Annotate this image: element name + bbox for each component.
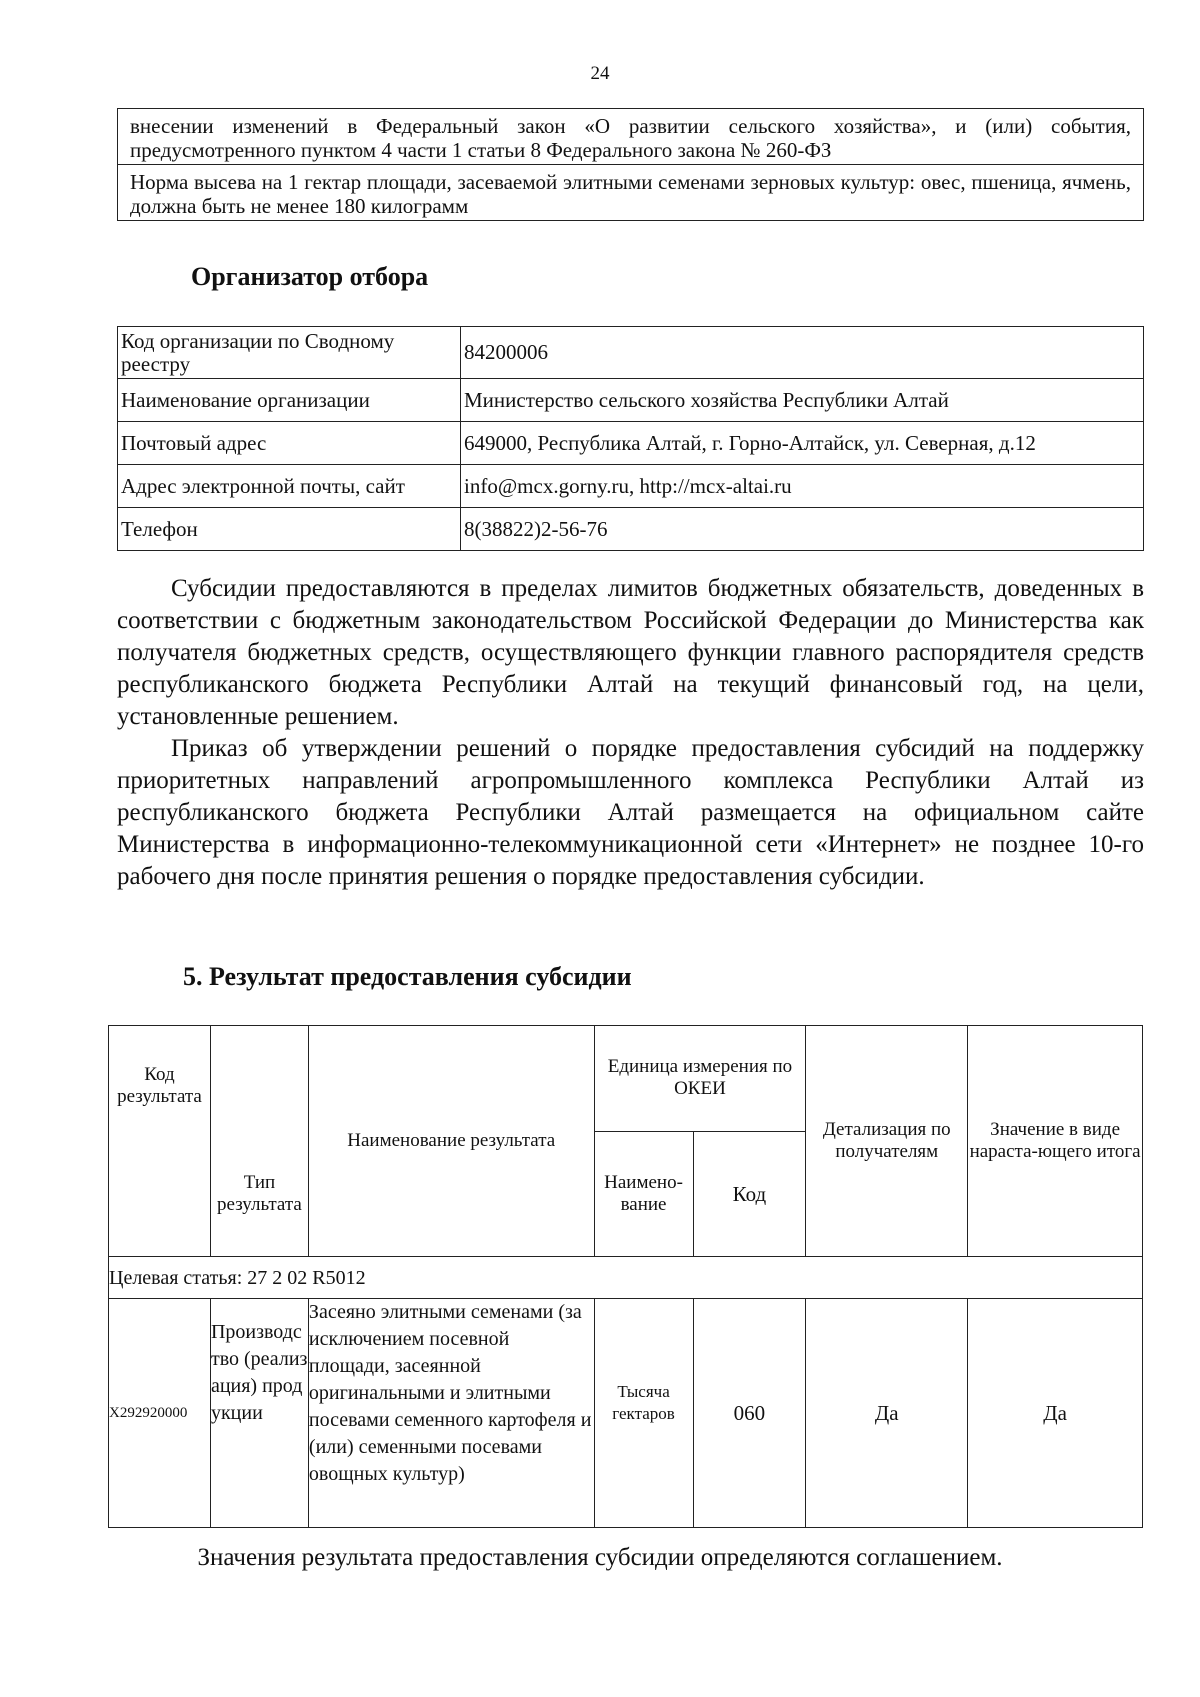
organizer-value: 8(38822)2-56-76: [461, 508, 1144, 551]
condition-row: внесении изменений в Федеральный закон «О развитии сельского хозяйства», и (или) события, предусмотренного пунктом 4 части 1 статьи 8 Федерального закона № 260-ФЗ: [118, 109, 1144, 165]
organizer-key: Почтовый адрес: [118, 422, 461, 465]
organizer-heading: Организатор отбора: [191, 262, 429, 291]
header-unit-code: Код: [693, 1132, 806, 1257]
header-type: Тип результата: [210, 1026, 308, 1257]
organizer-key: Наименование организации: [118, 379, 461, 422]
paragraph-limits: [117, 573, 1144, 733]
result-type: Производство (реализация) продукции: [210, 1299, 308, 1528]
paragraph-text: Приказ об утверждении решений о порядке предоставления субсидий на поддержку приоритетных направлений агропромышленного комплекса Республики Алтай из республиканского бюджета Республики Алтай размещается на официальном сайте Министерства в информационно-телекоммуникационной сети «Интернет» не позднее 10-го рабочего дня после принятия решения о порядке предоставления субсидии.: [117, 735, 1144, 890]
organizer-value: 649000, Республика Алтай, г. Горно-Алтайск, ул. Северная, д.12: [461, 422, 1144, 465]
result-footer: Значения результата предоставления субсидии определяются соглашением.: [197, 1544, 1003, 1571]
header-code: Код результата: [109, 1026, 211, 1257]
condition-row: Норма высева на 1 гектар площади, засеваемой элитными семенами зерновых культур: овес, пшеница, ячмень, должна быть не менее 180 килограмм: [118, 165, 1144, 221]
organizer-value: info@mcx.gorny.ru, http://mcx-altai.ru: [461, 465, 1144, 508]
result-cumulative: Да: [968, 1299, 1143, 1528]
result-unit-code: 060: [693, 1299, 806, 1528]
result-code: X292920000: [109, 1299, 211, 1528]
header-cumulative: Значение в виде нараста-ющего итога: [968, 1026, 1143, 1257]
result-heading: 5. Результат предоставления субсидии: [183, 962, 632, 991]
result-detail: Да: [806, 1299, 968, 1528]
organizer-table: [117, 326, 1144, 551]
organizer-key: Адрес электронной почты, сайт: [118, 465, 461, 508]
header-unit-name: Наимено-вание: [594, 1132, 693, 1257]
result-unit-name: Тысяча гектаров: [594, 1299, 693, 1528]
conditions-table: [117, 108, 1144, 221]
page-number: 24: [590, 63, 610, 84]
organizer-key: Код организации по Сводному реестру: [118, 327, 461, 379]
header-unit-group: Единица измерения по ОКЕИ: [594, 1026, 806, 1132]
paragraph-text: Субсидии предоставляются в пределах лимитов бюджетных обязательств, доведенных в соответствии с бюджетным законодательством Российской Федерации до Министерства как получателя бюджетных средств, осуществляющего функции главного распорядителя средств республиканского бюджета Республики Алтай на текущий финансовый год, на цели, установленные решением.: [117, 575, 1144, 730]
paragraph-order: [117, 733, 1144, 893]
header-detail: Детализация по получателям: [806, 1026, 968, 1257]
target-article: Целевая статья: 27 2 02 R5012: [109, 1257, 1143, 1299]
result-table: [108, 1025, 1143, 1528]
organizer-key: Телефон: [118, 508, 461, 551]
header-name: Наименование результата: [308, 1026, 594, 1257]
organizer-value: 84200006: [461, 327, 1144, 379]
organizer-value: Министерство сельского хозяйства Республики Алтай: [461, 379, 1144, 422]
result-name: Засеяно элитными семенами (за исключением посевной площади, засеянной оригинальными и элитными посевами семенного картофеля и (или) семенными посевами овощных культур): [308, 1299, 594, 1528]
